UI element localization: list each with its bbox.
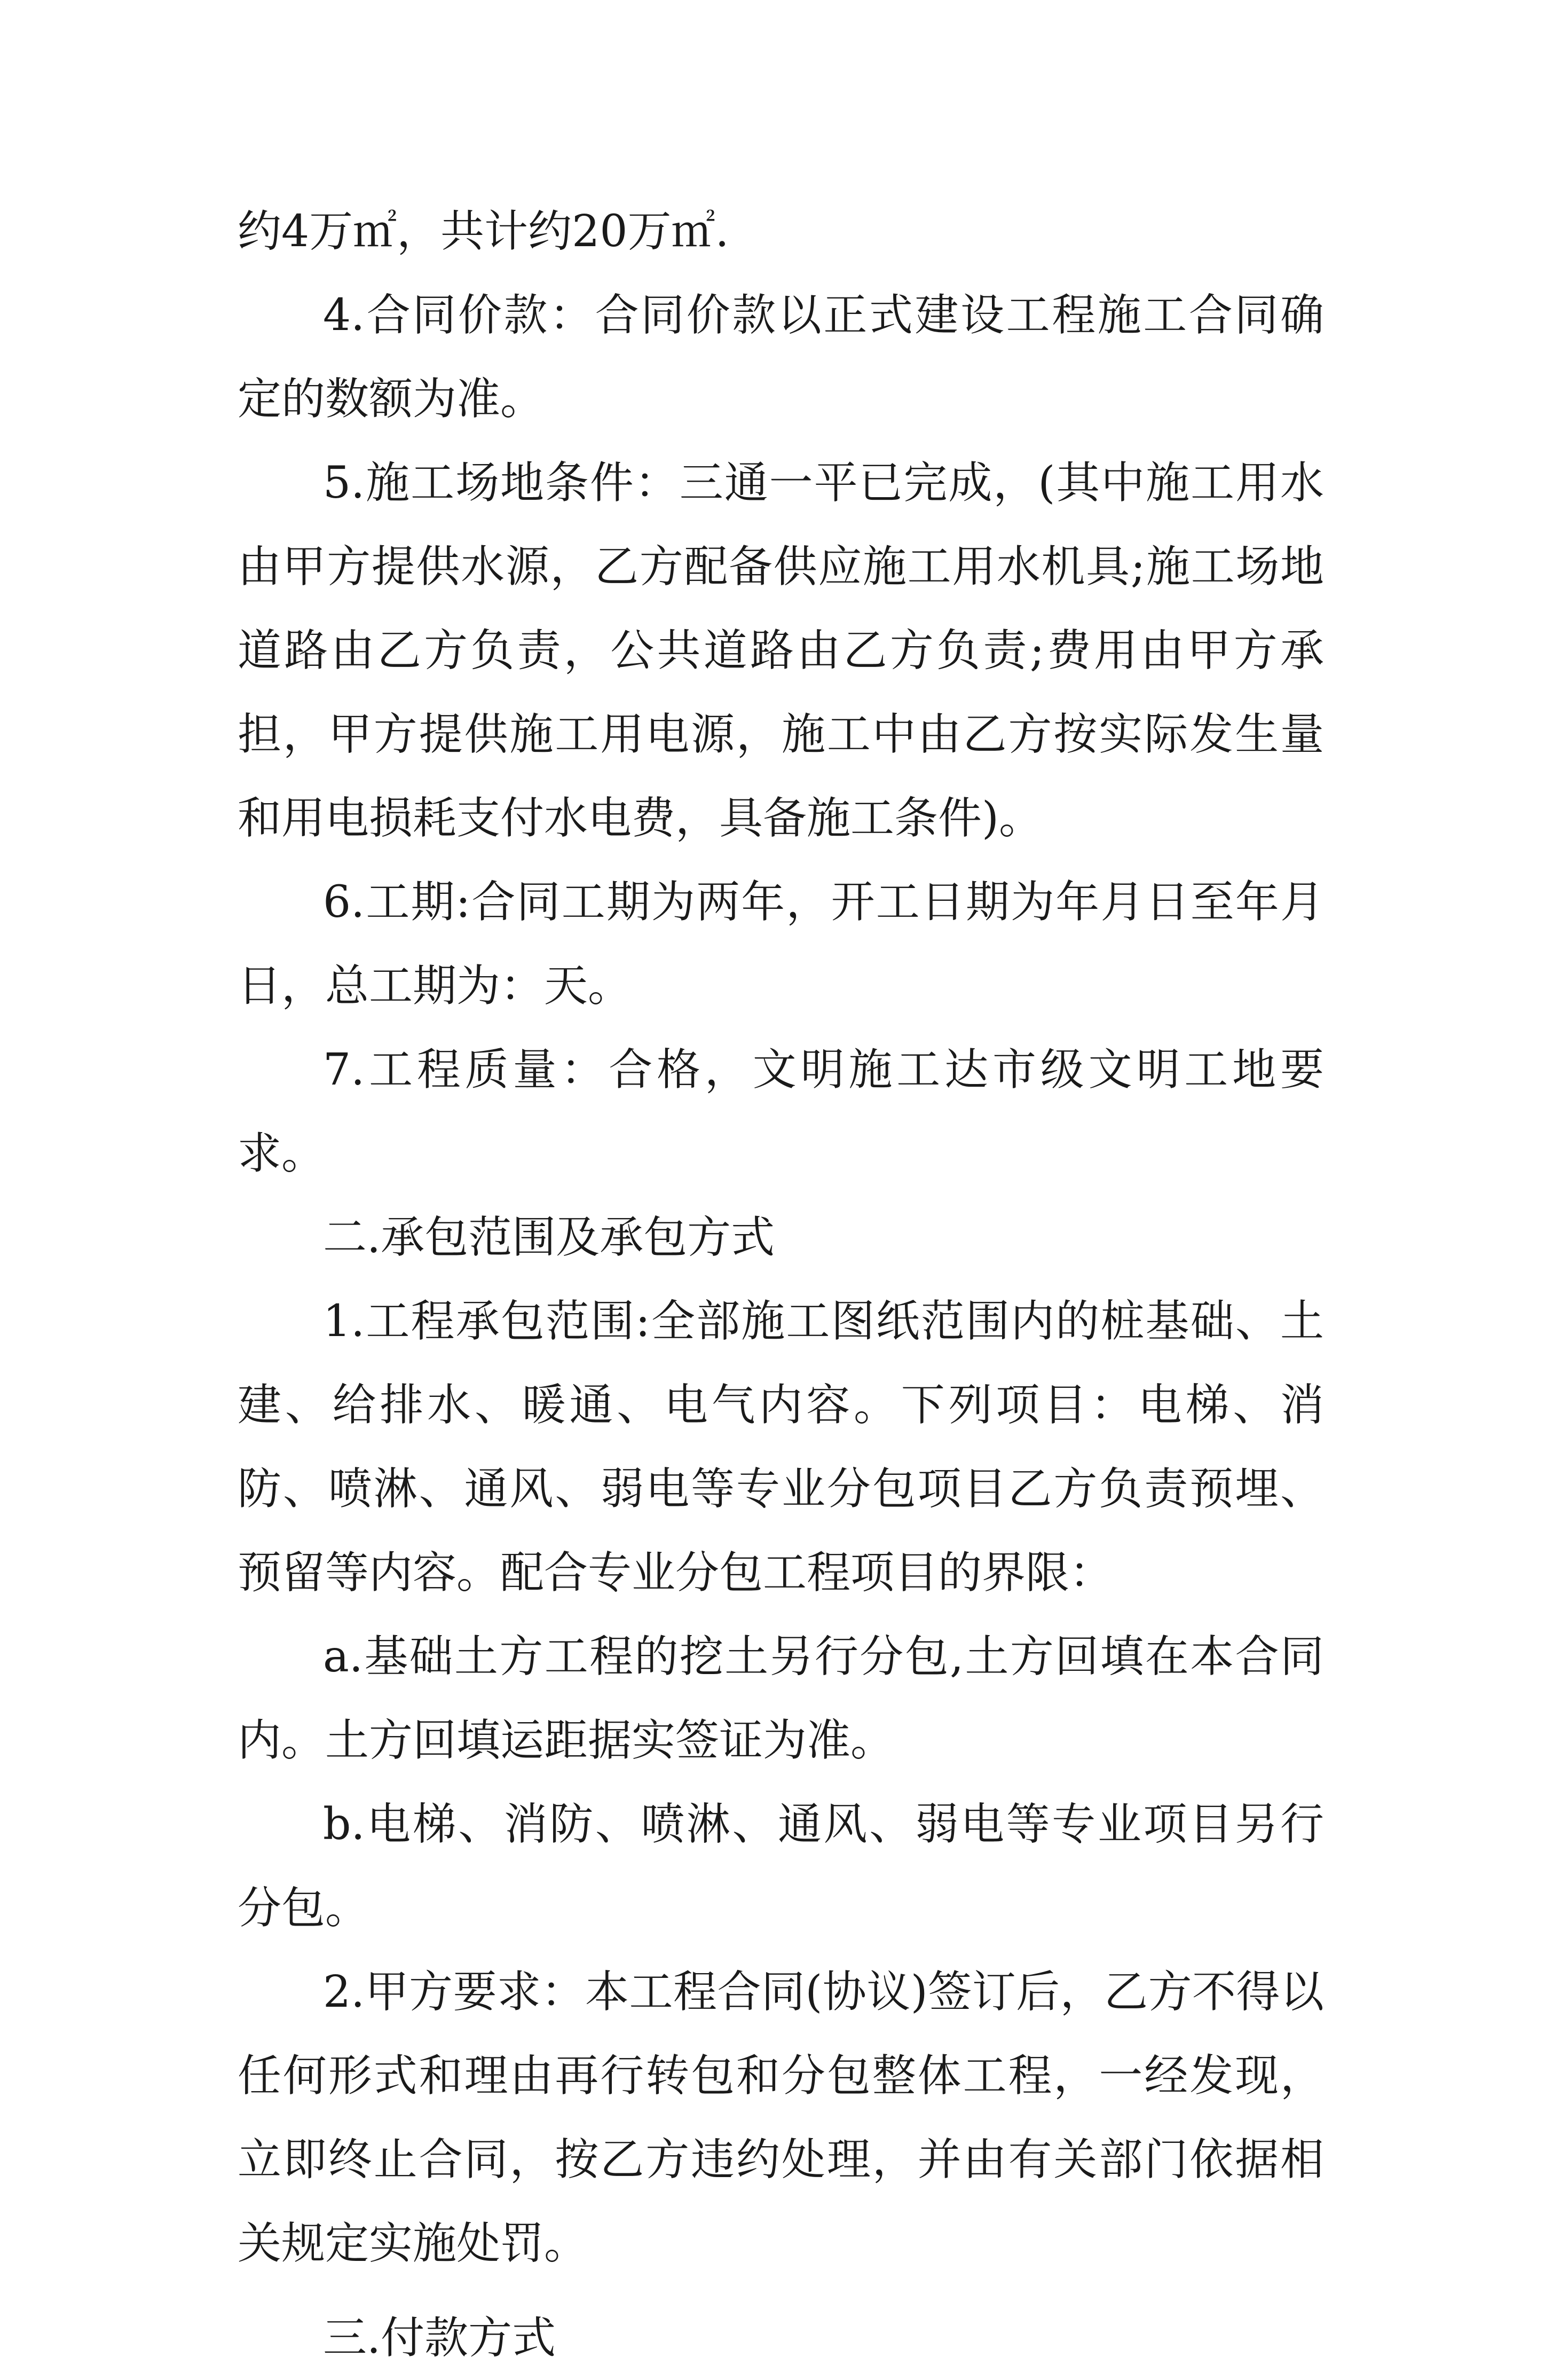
paragraph-party-a-requirements: 2.甲方要求：本工程合同(协议)签订后，乙方不得以任何形式和理由再行转包和分包整体工程，一经发现，立即终止合同，按乙方违约处理，并由有关部门依据相关规定实施处罚。 (238, 1967, 1324, 2269)
paragraph-scope: 1.工程承包范围:全部施工图纸范围内的桩基础、土建、给排水、暖通、电气内容。下列项目：电梯、消防、喷淋、通风、弱电等专业分包项目乙方负责预埋、预留等内容。配合专业分包工程项目的界限： (238, 1296, 1324, 1598)
section-heading-scope: 二.承包范围及承包方式 (323, 1212, 775, 1263)
paragraph-contract-price: 4.合同价款：合同价款以正式建设工程施工合同确定的数额为准。 (238, 290, 1324, 425)
paragraph-quality: 7.工程质量：合格，文明施工达市级文明工地要求。 (238, 1044, 1324, 1179)
paragraph-site-conditions: 5.施工场地条件：三通一平已完成，(其中施工用水由甲方提供水源，乙方配备供应施工用水机具;施工场地道路由乙方负责，公共道路由乙方负责;费用由甲方承担，甲方提供施工用电源，施工中由乙方按实际发生量和用电损耗支付水电费，具备施工条件)。 (238, 458, 1324, 844)
paragraph-area-continuation: 约4万㎡，共计约20万㎡. (238, 206, 729, 257)
paragraph-item-a: a.基础土方工程的挖土另行分包,土方回填在本合同内。土方回填运距据实签证为准。 (238, 1631, 1324, 1766)
document-body (238, 190, 1324, 2380)
paragraph-item-b: b.电梯、消防、喷淋、通风、弱电等专业项目另行分包。 (238, 1799, 1324, 1934)
paragraph-construction-period: 6.工期:合同工期为两年，开工日期为年月日至年月日，总工期为：天。 (238, 877, 1324, 1011)
section-heading-payment: 三.付款方式 (323, 2313, 556, 2363)
